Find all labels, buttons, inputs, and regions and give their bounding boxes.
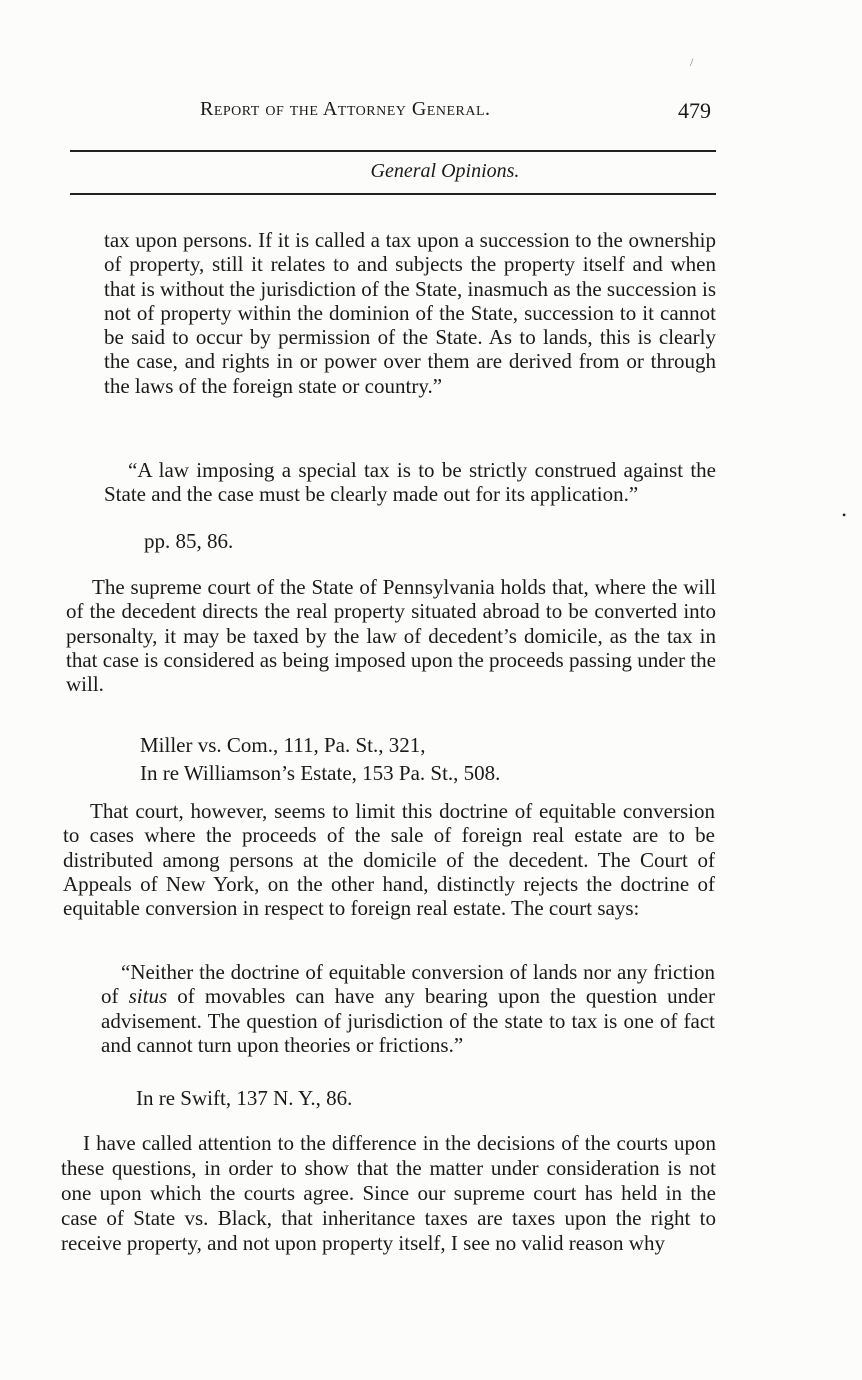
section-title: General Opinions. — [370, 160, 520, 182]
header-rule-bottom — [70, 193, 716, 195]
quote-italic-term: situs — [128, 984, 168, 1009]
header-rule-top — [70, 150, 716, 152]
paragraph-continued-quote: tax upon persons. If it is called a tax upon a succession to the ownership of property, still it relates to and subjects the property itself and when that is without the jurisdiction of the State, inasmuch as the succession is not of property within the dominion of the State, succession to it cannot be said to occur by permission of the State. As to lands, this is clearly the case, and rights in or power over them are derived from or through the laws of the foreign state or country.” — [104, 228, 716, 398]
quote-text-end: of movables can have any bearing upon the question under advisement. The question of jurisdiction of the state to tax is one of fact and cannot turn upon theories or frictions.” — [101, 984, 716, 1057]
scan-dot: • — [842, 508, 847, 522]
paragraph-pennsylvania: The supreme court of the State of Pennsylvania holds that, where the will of the decedent directs the real property situated abroad to be converted into personalty, it may be taxed by the law of decedent’s domicile, as the tax in that case is considered as being imposed upon the proceeds passing under the will. — [66, 575, 716, 697]
citation-miller: Miller vs. Com., 111, Pa. St., 321, — [140, 733, 426, 757]
citation-pages: pp. 85, 86. — [144, 529, 234, 553]
page-number: 479 — [678, 98, 711, 123]
scan-speck: / — [690, 55, 694, 69]
paragraph-conclusion: I have called attention to the difference in the decisions of the courts upon these questions, in order to show that the matter under consideration is not one upon which the courts agree. Since our supreme court has held in the case of State vs. Black, that inheritance taxes are taxes upon the right to receive property, and not upon property itself, I see no valid reason why — [61, 1131, 716, 1255]
citation-williamson: In re Williamson’s Estate, 153 Pa. St., 508. — [140, 761, 501, 785]
citation-pennsylvania — [140, 731, 500, 787]
running-head: Report of the Attorney General. — [200, 98, 491, 120]
paragraph-quote-new-york — [101, 960, 715, 1057]
paragraph-equitable-conversion: That court, however, seems to limit this doctrine of equitable conversion to cases where the proceeds of the sale of foreign real estate are to be distributed among persons at the domicile of the decedent. The Court of Appeals of New York, on the other hand, distinctly rejects the doctrine of equitable conversion in respect to foreign real estate. The court says: — [63, 799, 715, 921]
quote-text-start: “Neither the doctrine of equitable conversion of lands nor any friction of — [101, 960, 715, 1009]
paragraph-quote-special-tax: “A law imposing a special tax is to be strictly construed against the State and the case must be clearly made out for its application.” — [104, 458, 716, 507]
citation-swift: In re Swift, 137 N. Y., 86. — [136, 1086, 353, 1110]
